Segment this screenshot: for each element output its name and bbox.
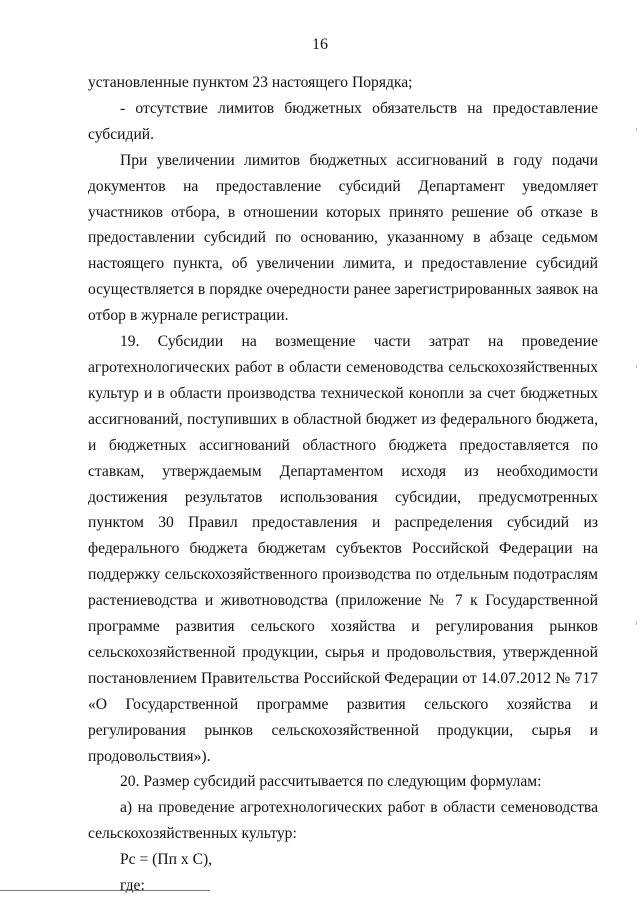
paragraph-subitem-a: а) на проведение агротехнологических работ в области семеноводства сельскохозяйственных культур: (88, 799, 598, 843)
paragraph-list-item-dash: - отсутствие лимитов бюджетных обязательств на предоставление субсидий. (88, 99, 598, 143)
paragraph-item-20: 20. Размер субсидий рассчитывается по следующим формулам: (120, 773, 542, 791)
scan-speck (636, 128, 637, 131)
formula: Рс = (Пп х С), (120, 851, 213, 869)
formula-where: где: (120, 877, 145, 895)
paragraph-continuation: установленные пунктом 23 настоящего Порядка; (88, 74, 413, 91)
paragraph-item-19: 19. Субсидии на возмещение части затрат на проведение агротехнологических работ в области семеноводства сельскохозяйственных культур и в области производства технической конопли за счет бюджетных ассигнований, поступивших в областной бюджет из федерального бюджета, и бюджетных ассигнований областного бюджета предоставляется по ставкам, утверждаемым Департаментом исходя из необходимости достижения результатов использования субсидии, предусмотренных пунктом 30 Правил предоставления и распределения субсидий из федерального бюджета бюджетам субъектов Российской Федерации на поддержку сельскохозяйственного производства по отдельным подотраслям растениеводства и животноводства (приложение № 7 к Государственной программе развития сельского хозяйства и регулирования рынков сельскохозяйственной продукции, сырья и продовольствия, утвержденной постановлением Правительства Российской Федерации от 14.07.2012 № 717 «О Государственной программе развития сельского хозяйства и регулирования рынков сельскохозяйственной продукции, сырья и продовольствия»). (88, 333, 598, 765)
scan-speck (636, 622, 637, 625)
paragraph-limit-increase: При увеличении лимитов бюджетных ассигнований в году подачи документов на предоставление субсидий Департамент уведомляет участников отбора, в отношении которых принято решение об отказе в предоставлении субсидий по основанию, указанному в абзаце седьмом настоящего пункта, об увеличении лимита, и предоставление субсидий осуществляется в порядке очередности ранее зарегистрированных заявок на отбор в журнале регистрации. (88, 151, 598, 325)
document-body (88, 70, 598, 899)
footer-rule (0, 890, 210, 891)
page-number: 16 (312, 36, 328, 53)
scan-speck (636, 365, 637, 368)
